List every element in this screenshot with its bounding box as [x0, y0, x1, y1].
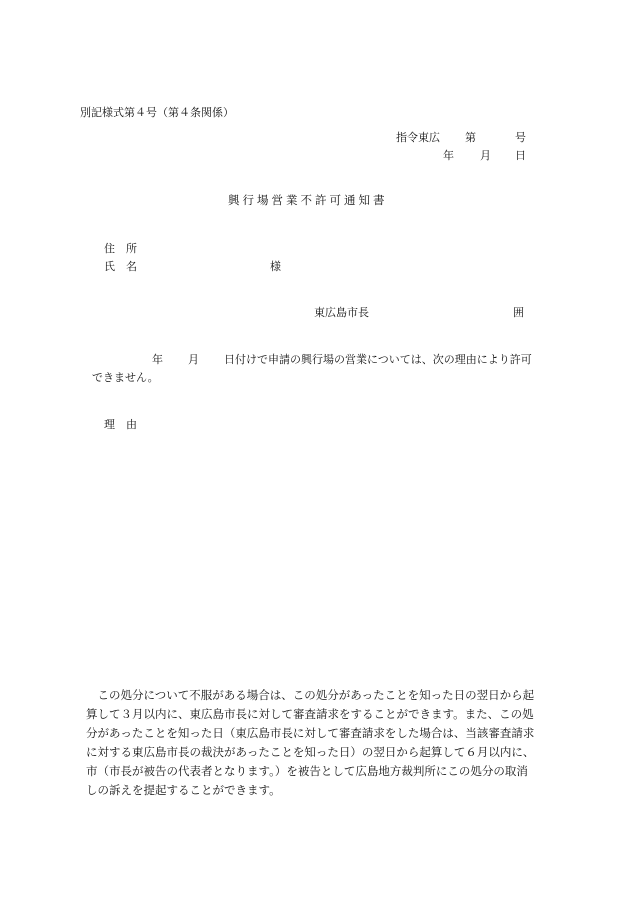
body-text-line2: できません。 — [92, 371, 159, 384]
appeal-notice-line: この処分について不服がある場合は、この処分があったことを知った日の翌日から起 — [86, 688, 535, 702]
reference-designation: 指令東広 — [396, 131, 440, 144]
document-title: 興行場営業不許可通知書 — [228, 193, 388, 207]
reference-go: 号 — [515, 131, 526, 144]
date-month: 月 — [480, 149, 491, 162]
appeal-notice-line: 算して３月以内に、東広島市長に対して審査請求をすることができます。また、この処 — [86, 707, 534, 721]
honorific: 様 — [270, 260, 281, 273]
address-label: 住 所 — [104, 242, 137, 255]
body-month: 月 — [188, 353, 199, 366]
issuer-name: 東広島市長 — [314, 306, 369, 319]
appeal-notice — [86, 686, 556, 800]
reference-dai: 第 — [465, 131, 476, 144]
reason-label: 理 由 — [104, 418, 137, 431]
body-text-line1: 日付けで申請の興行場の営業については、次の理由により許可 — [224, 353, 532, 366]
form-number: 別記様式第４号（第４条関係） — [80, 106, 234, 119]
appeal-notice-line: しの訴えを提起することができます。 — [86, 783, 281, 797]
name-label: 氏 名 — [104, 260, 137, 273]
issuer-seal: 囲 — [513, 306, 524, 319]
date-day: 日 — [515, 149, 526, 162]
appeal-notice-line: 市（市長が被告の代表者となります。）を被告として広島地方裁判所にこの処分の取消 — [86, 764, 528, 778]
date-year: 年 — [443, 149, 454, 162]
body-year: 年 — [152, 353, 163, 366]
appeal-notice-line: に対する東広島市長の裁決があったことを知った日）の翌日から起算して６月以内に、 — [86, 745, 535, 759]
appeal-notice-line: 分があったことを知った日（東広島市長に対して審査請求をした場合は、当該審査請求 — [86, 726, 535, 740]
